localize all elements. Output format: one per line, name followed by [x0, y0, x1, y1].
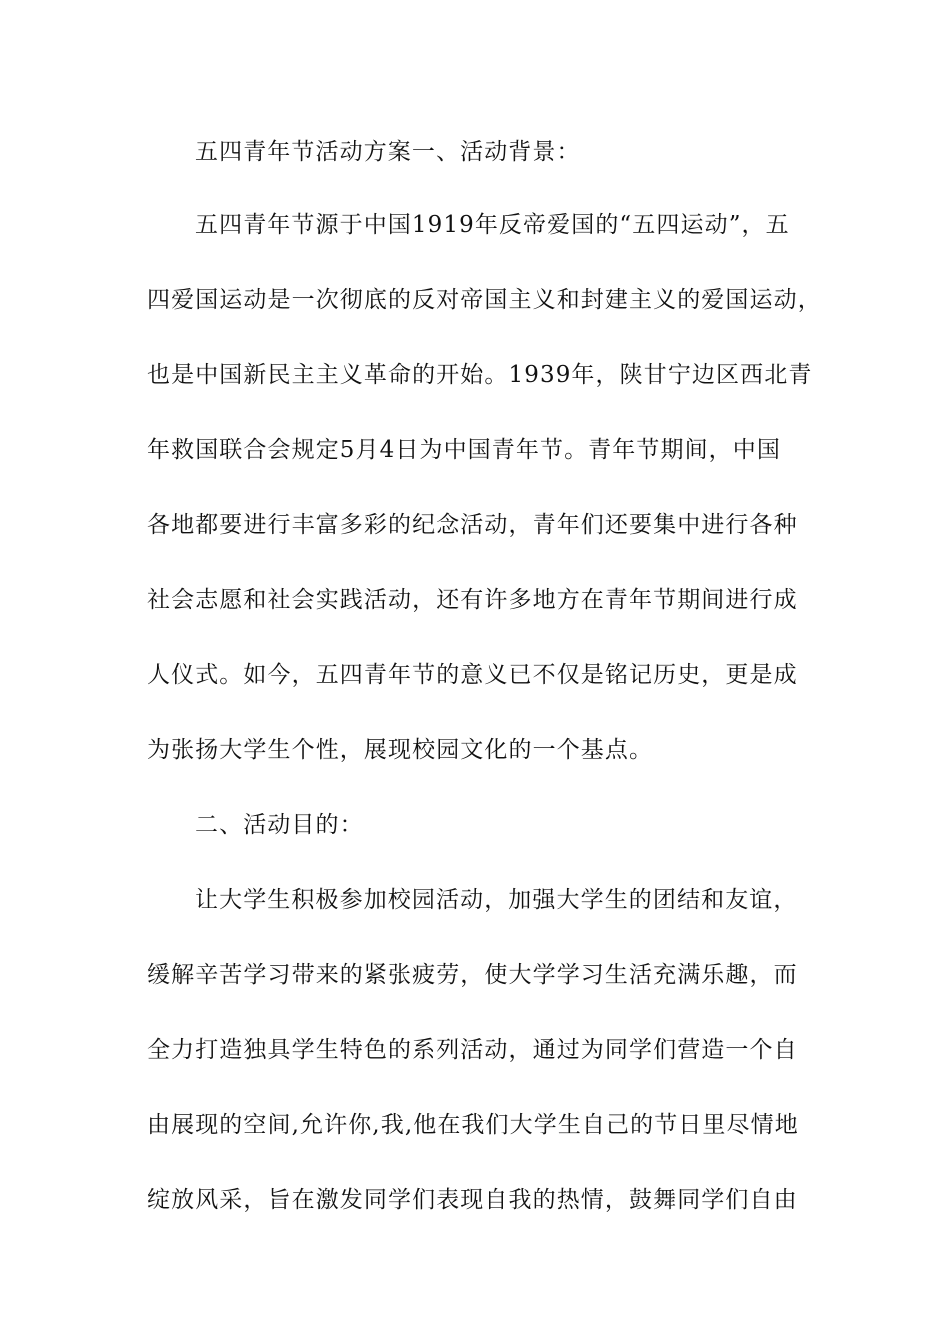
section-heading-purpose: 二、活动目的： — [195, 812, 364, 838]
paragraph-line: 四爱国运动是一次彻底的反对帝国主义和封建主义的爱国运动， — [147, 287, 822, 313]
paragraph-line: 也是中国新民主主义革命的开始。1939年，陕甘宁边区西北青 — [147, 362, 813, 388]
paragraph-line: 为张扬大学生个性，展现校园文化的一个基点。 — [147, 737, 654, 763]
paragraph-line: 全力打造独具学生特色的系列活动，通过为同学们营造一个自 — [147, 1037, 798, 1063]
section-heading-background: 五四青年节活动方案一、活动背景： — [195, 139, 581, 165]
paragraph-line: 各地都要进行丰富多彩的纪念活动，青年们还要集中进行各种 — [147, 512, 798, 538]
paragraph-line: 五四青年节源于中国1919年反帝爱国的“五四运动”，五 — [195, 212, 790, 238]
paragraph-line: 人仪式。如今，五四青年节的意义已不仅是铭记历史，更是成 — [147, 662, 798, 688]
paragraph-line: 缓解辛苦学习带来的紧张疲劳，使大学学习生活充满乐趣，而 — [147, 962, 798, 988]
paragraph-line: 年救国联合会规定5月4日为中国青年节。青年节期间，中国 — [147, 437, 781, 463]
paragraph-line: 绽放风采，旨在激发同学们表现自我的热情，鼓舞同学们自由 — [147, 1187, 798, 1213]
paragraph-line: 由展现的空间,允许你,我,他在我们大学生自己的节日里尽情地 — [147, 1112, 799, 1138]
paragraph-line: 让大学生积极参加校园活动，加强大学生的团结和友谊， — [195, 887, 798, 913]
paragraph-line: 社会志愿和社会实践活动，还有许多地方在青年节期间进行成 — [147, 587, 798, 613]
